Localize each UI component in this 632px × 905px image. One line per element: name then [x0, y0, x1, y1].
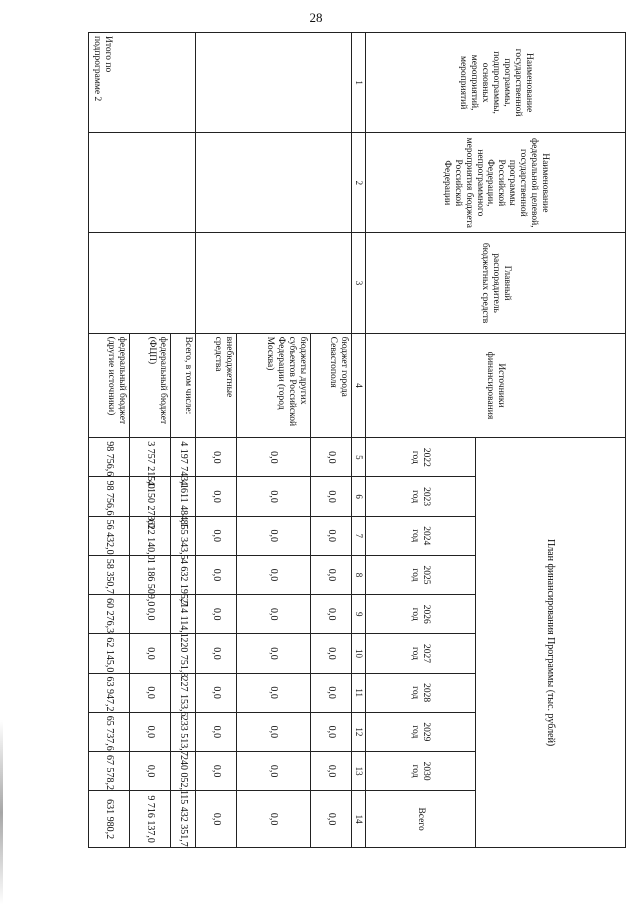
header-year: 2024 год	[366, 516, 476, 555]
column-number: 10	[352, 634, 366, 673]
amount-cell: 0,0	[311, 438, 352, 477]
amount-cell: 0,0	[195, 751, 236, 790]
header-federal-program: Наименование федеральной целевой, государственной программы Российской Федерации, непрограммного мероприятия бюджета Российской Федерации	[366, 133, 626, 233]
amount-cell: 56 432,0	[89, 516, 130, 555]
rotated-table-wrapper	[88, 32, 626, 848]
amount-cell: 0,0	[195, 791, 236, 848]
amount-cell: 0,0	[236, 555, 310, 594]
financing-source: федеральный бюджет (другие источники)	[89, 333, 130, 438]
amount-cell: 220 751,8	[170, 634, 195, 673]
amount-cell: 855 343,5	[170, 516, 195, 555]
header-year: Всего	[366, 791, 476, 848]
amount-cell: 0,0	[129, 712, 170, 751]
amount-cell: 65 737,6	[89, 712, 130, 751]
financing-source: бюджеты других субъектов Российской Федерации (город Москва)	[236, 333, 310, 438]
column-number: 6	[352, 477, 366, 516]
row-budget-manager	[195, 233, 351, 333]
amount-cell: 9 716 137,0	[129, 791, 170, 848]
header-year: 2029 год	[366, 712, 476, 751]
amount-cell: 0,0	[236, 477, 310, 516]
amount-cell: 0,0	[236, 751, 310, 790]
amount-cell: 0,0	[236, 673, 310, 712]
financing-source: бюджет города Севастополя	[311, 333, 352, 438]
column-number: 1	[352, 33, 366, 133]
column-number: 13	[352, 751, 366, 790]
amount-cell: 0,0	[195, 595, 236, 634]
table-row	[170, 33, 195, 848]
amount-cell: 1 186 509,0	[129, 555, 170, 594]
amount-cell: 4 150 273,0	[129, 477, 170, 516]
amount-cell: 0,0	[236, 516, 310, 555]
column-number: 5	[352, 438, 366, 477]
amount-cell: 4 611 484,1	[170, 477, 195, 516]
amount-cell: 62 145,0	[89, 634, 130, 673]
amount-cell: 67 578,2	[89, 751, 130, 790]
amount-cell: 240 052,1	[170, 751, 195, 790]
header-year: 2022 год	[366, 438, 476, 477]
column-number: 4	[352, 333, 366, 438]
column-number: 3	[352, 233, 366, 333]
amount-cell: 0,0	[311, 595, 352, 634]
amount-cell: 0,0	[195, 516, 236, 555]
amount-cell: 0,0	[236, 634, 310, 673]
financing-source: Всего, в том числе:	[170, 333, 195, 438]
column-number: 7	[352, 516, 366, 555]
amount-cell: 233 513,7	[170, 712, 195, 751]
page-number: 28	[309, 10, 323, 25]
amount-cell: 622 140,0	[129, 516, 170, 555]
row-budget-manager	[89, 233, 196, 333]
amount-cell: 0,0	[129, 634, 170, 673]
header-program-name: Наименование государственной программы, подпрограммы, основных мероприятий, мероприятий	[366, 33, 626, 133]
amount-cell: 0,0	[195, 634, 236, 673]
row-federal-program	[89, 133, 196, 233]
header-year: 2028 год	[366, 673, 476, 712]
amount-cell: 0,0	[236, 791, 310, 848]
amount-cell: 4 632 195,7	[170, 555, 195, 594]
column-number: 12	[352, 712, 366, 751]
header-year: 2027 год	[366, 634, 476, 673]
amount-cell: 0,0	[236, 712, 310, 751]
amount-cell: 0,0	[129, 751, 170, 790]
header-year: 2025 год	[366, 555, 476, 594]
header-financing-source: Источники финансирования	[366, 333, 626, 438]
financing-source: внебюджетные средства	[195, 333, 236, 438]
header-budget-manager: Главный распорядитель бюджетных средств	[366, 233, 626, 333]
amount-cell: 98 756,6	[89, 477, 130, 516]
header-year: 2026 год	[366, 595, 476, 634]
financing-source: федеральный бюджет (ФЦП)	[129, 333, 170, 438]
amount-cell: 631 980,2	[89, 791, 130, 848]
amount-cell: 63 947,2	[89, 673, 130, 712]
financing-table	[88, 32, 626, 848]
amount-cell: 214 114,1	[170, 595, 195, 634]
amount-cell: 0,0	[236, 595, 310, 634]
amount-cell: 0,0	[195, 555, 236, 594]
amount-cell: 0,0	[311, 555, 352, 594]
row-federal-program	[195, 133, 351, 233]
amount-cell: 0,0	[311, 751, 352, 790]
amount-cell: 0,0	[311, 712, 352, 751]
header-financing-plan: План финансирования Программы (тыс. рублей)	[476, 438, 626, 848]
rotated-table-frame	[88, 32, 626, 848]
column-number: 14	[352, 791, 366, 848]
amount-cell: 0,0	[195, 477, 236, 516]
amount-cell: 0,0	[195, 673, 236, 712]
amount-cell: 227 153,6	[170, 673, 195, 712]
header-year: 2030 год	[366, 751, 476, 790]
amount-cell: 98 756,6	[89, 438, 130, 477]
column-number: 11	[352, 673, 366, 712]
amount-cell: 0,0	[311, 791, 352, 848]
amount-cell: 0,0	[129, 595, 170, 634]
scan-edge-shadow	[0, 720, 3, 905]
table-row	[311, 33, 352, 848]
amount-cell: 15 432 351,7	[170, 791, 195, 848]
amount-cell: 0,0	[311, 634, 352, 673]
amount-cell: 0,0	[311, 516, 352, 555]
subprogram-total-label: Итого по подпрограмме 2	[89, 33, 196, 133]
amount-cell: 0,0	[311, 673, 352, 712]
amount-cell: 0,0	[195, 438, 236, 477]
row-program-name	[195, 33, 351, 133]
header-year: 2023 год	[366, 477, 476, 516]
amount-cell: 0,0	[236, 438, 310, 477]
amount-cell: 0,0	[195, 712, 236, 751]
amount-cell: 4 197 743,1	[170, 438, 195, 477]
amount-cell: 58 350,7	[89, 555, 130, 594]
column-number: 9	[352, 595, 366, 634]
column-number: 2	[352, 133, 366, 233]
amount-cell: 60 276,3	[89, 595, 130, 634]
column-number: 8	[352, 555, 366, 594]
amount-cell: 3 757 215,0	[129, 438, 170, 477]
amount-cell: 0,0	[311, 477, 352, 516]
amount-cell: 0,0	[129, 673, 170, 712]
